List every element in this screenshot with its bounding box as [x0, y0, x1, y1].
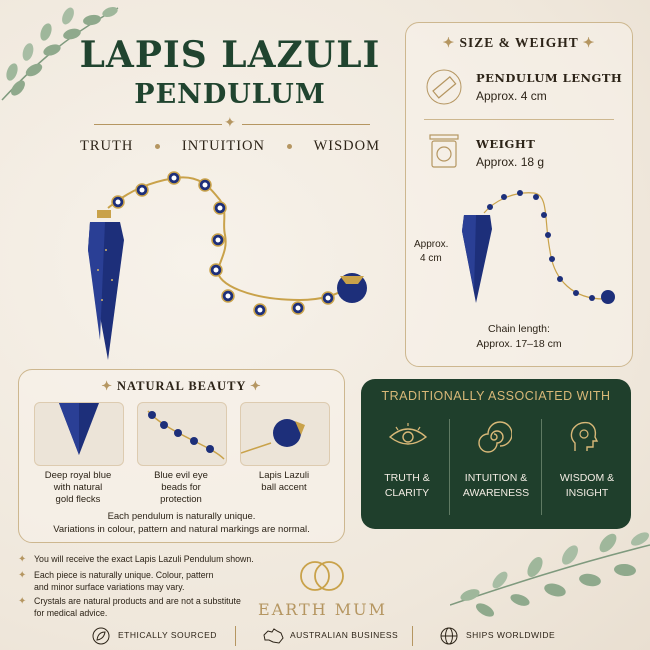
approx-length-label: Approx.: [414, 239, 449, 250]
divider: [424, 119, 614, 120]
associated-truth: TRUTH & CLARITY: [384, 472, 430, 499]
uniqueness-note-2: Variations in colour, pattern and natural markings are normal.: [53, 524, 310, 535]
detail-caption-2: Blue evil eye beads for protection: [154, 470, 208, 505]
associated-intuition: INTUITION & AWARENESS: [462, 472, 530, 499]
virtue-wisdom: WISDOM: [313, 138, 380, 154]
approx-length-value: 4 cm: [420, 253, 442, 264]
disclaimer-bullet-3: ✦ Crystals are natural products and are not a substitute for medical advice.: [18, 596, 241, 618]
sparkle-icon: ✦: [18, 570, 27, 581]
spiral-icon: [476, 419, 512, 455]
weight-label: WEIGHT: [476, 137, 536, 151]
sparkle-icon: ✦: [224, 116, 236, 131]
disclaimer-bullet-1: ✦ You will receive the exact Lapis Lazuli Pendulum shown.: [18, 554, 254, 565]
footer-bar: [0, 622, 650, 650]
detail-caption-3: Lapis Lazuli ball accent: [258, 470, 310, 493]
footer-ethically-sourced: ETHICALLY SOURCED: [118, 630, 217, 640]
sparkle-icon: ✦: [18, 554, 27, 565]
pendulum-small-image: [454, 181, 622, 311]
brand-rings-logo: [296, 556, 348, 596]
ruler-icon: [426, 69, 462, 105]
size-weight-card: [405, 22, 633, 367]
product-title: [60, 32, 400, 112]
sparkle-icon: ✦: [578, 35, 596, 50]
eye-icon: [388, 421, 428, 451]
divider: [541, 419, 542, 515]
detail-image-beads: [137, 402, 227, 466]
brand-name: EARTH MUM: [258, 600, 387, 619]
natural-beauty-card: [18, 369, 345, 543]
pendulum-main-image: [50, 160, 380, 370]
detail-image-tip: [34, 402, 124, 466]
title-divider-right: [242, 124, 370, 125]
detail-caption-1: Deep royal blue with natural gold flecks: [44, 470, 112, 505]
footer-australian-business: AUSTRALIAN BUSINESS: [290, 630, 399, 640]
title-line-1: LAPIS LAZULI: [79, 34, 381, 76]
uniqueness-note-1: Each pendulum is naturally unique.: [107, 511, 256, 522]
natural-beauty-heading: ✦ NATURAL BEAUTY ✦: [101, 379, 262, 393]
footer-ships-worldwide: SHIPS WORLDWIDE: [466, 630, 556, 640]
scale-icon: [426, 131, 462, 171]
sparkle-icon: ✦: [442, 35, 460, 50]
lightbulb-head-icon: [565, 419, 601, 455]
disclaimer-bullet-2: ✦ Each piece is naturally unique. Colour, pattern and minor surface variations may vary.: [18, 570, 214, 592]
chain-length-value: Approx. 17–18 cm: [476, 338, 562, 350]
leaf-circle-icon: [92, 627, 110, 645]
chain-length-label: Chain length:: [488, 323, 550, 335]
associated-wisdom: WISDOM & INSIGHT: [559, 472, 615, 499]
sparkle-icon: ✦: [18, 596, 27, 607]
pendulum-length-value: Approx. 4 cm: [476, 89, 547, 103]
associated-heading: TRADITIONALLY ASSOCIATED WITH: [381, 389, 611, 403]
title-divider-left: [94, 124, 222, 125]
pendulum-length-label: PENDULUM LENGTH: [476, 71, 623, 85]
separator-dot: [155, 144, 160, 149]
virtue-truth: TRUTH: [80, 138, 134, 154]
sparkle-icon: ✦: [245, 379, 262, 393]
virtues-row: [80, 138, 380, 155]
size-weight-heading: ✦ SIZE & WEIGHT ✦: [442, 35, 596, 50]
leaf-branch-bottom-right: [450, 525, 650, 625]
virtue-intuition: INTUITION: [181, 138, 265, 154]
divider: [412, 626, 413, 646]
sparkle-icon: ✦: [101, 379, 118, 393]
weight-value: Approx. 18 g: [476, 155, 545, 169]
detail-image-ball: [240, 402, 330, 466]
associated-panel: [361, 379, 631, 529]
separator-dot: [287, 144, 292, 149]
title-line-2: PENDULUM: [134, 79, 326, 110]
australia-map-icon: [262, 627, 284, 645]
globe-icon: [440, 627, 458, 645]
divider: [235, 626, 236, 646]
